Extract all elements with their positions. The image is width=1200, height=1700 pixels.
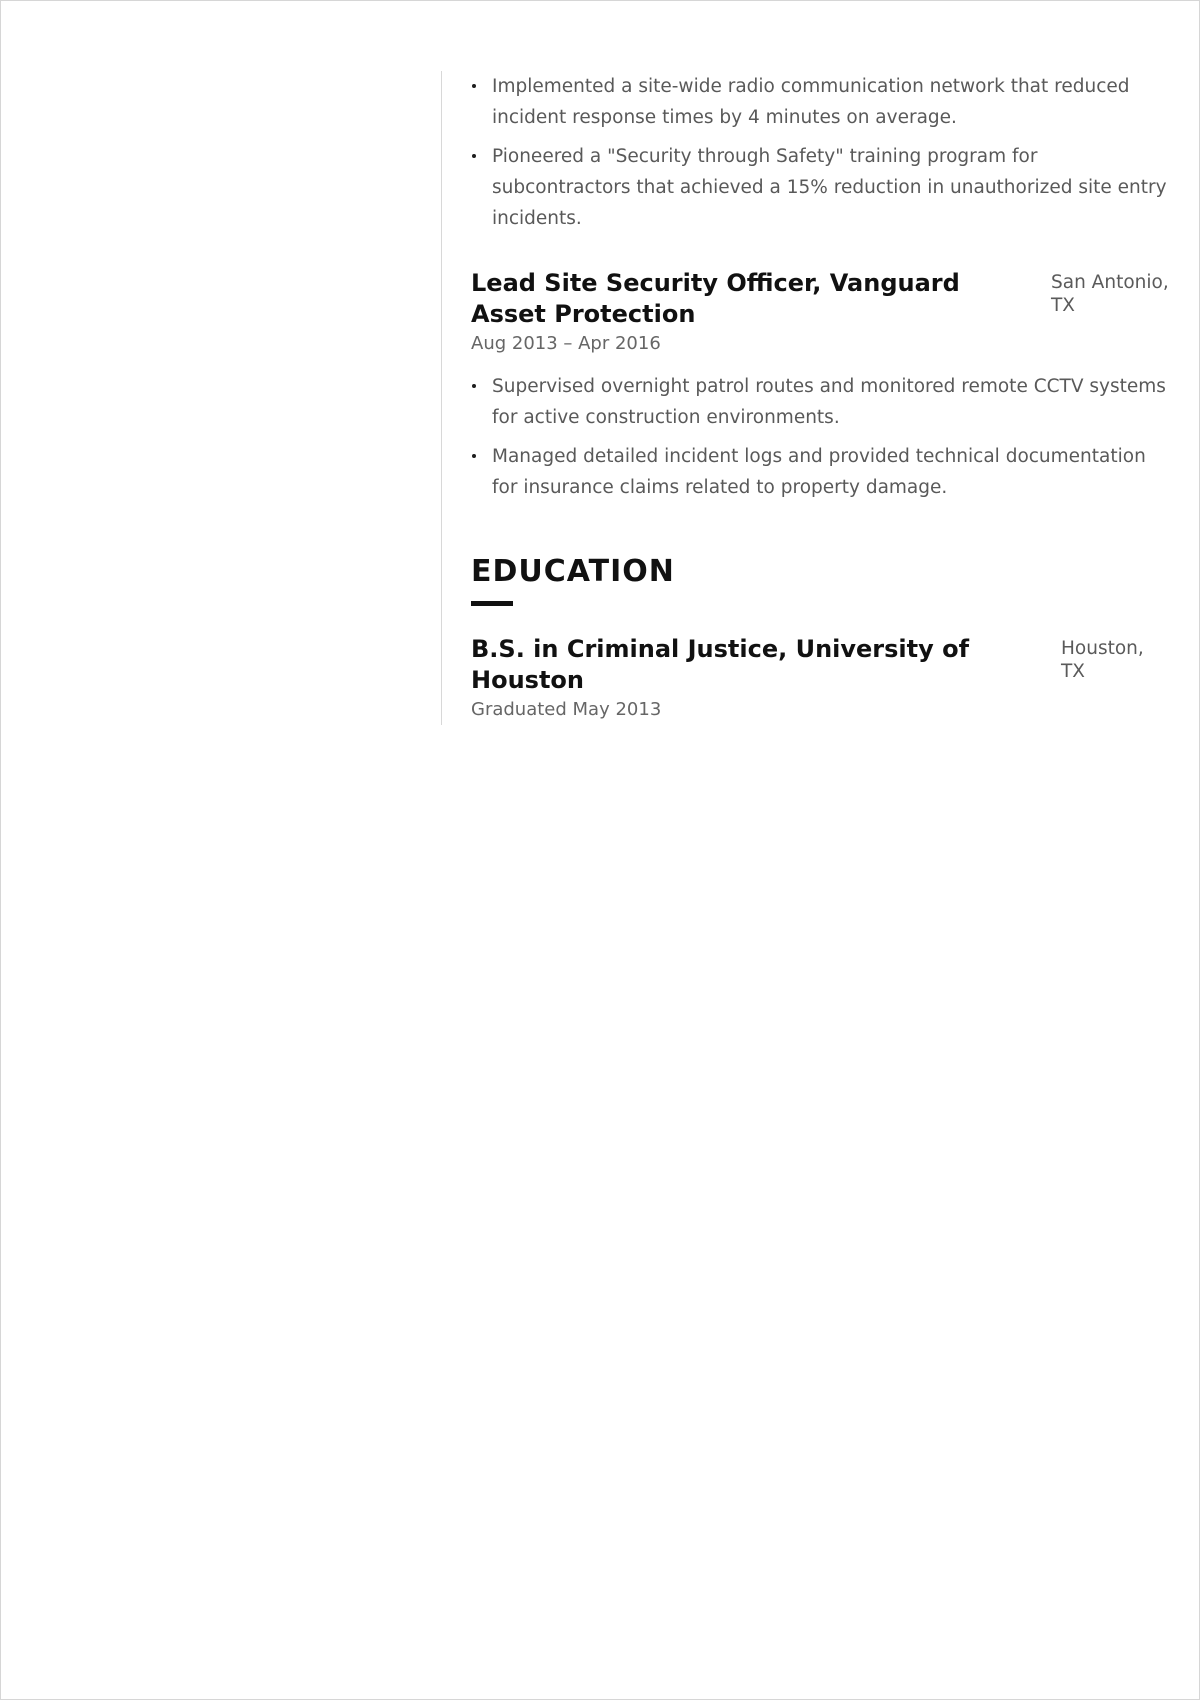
job-bullets: [471, 371, 1171, 503]
job-entry: [471, 268, 1171, 503]
job-entry-header: [471, 268, 1171, 330]
bullet-item: Pioneered a "Security through Safety" training program for subcontractors that achieved a 15% reduction in unauthorized site entry incidents.: [471, 141, 1171, 234]
education-entry-header: [471, 634, 1171, 696]
main-column: [441, 71, 1171, 725]
education-entry: [471, 634, 1171, 723]
job-dates: Aug 2013 – Apr 2016: [471, 333, 661, 354]
bullet-item: Implemented a site-wide radio communication network that reduced incident response times by 4 minutes on average.: [471, 71, 1171, 133]
job-title: Lead Site Security Officer, Vanguard Asset Protection: [471, 269, 960, 328]
previous-job-bullets: [471, 71, 1171, 234]
graduation-date: Graduated May 2013: [471, 699, 662, 720]
education-location: Houston, TX: [1061, 638, 1144, 682]
bullet-item: Supervised overnight patrol routes and monitored remote CCTV systems for active construction environments.: [471, 371, 1171, 433]
degree-title: B.S. in Criminal Justice, University of Houston: [471, 635, 970, 694]
section-underline: [471, 601, 513, 606]
job-location: San Antonio, TX: [1051, 272, 1169, 316]
bullet-item: Managed detailed incident logs and provided technical documentation for insurance claims related to property damage.: [471, 441, 1171, 503]
education-heading: EDUCATION: [471, 554, 675, 589]
